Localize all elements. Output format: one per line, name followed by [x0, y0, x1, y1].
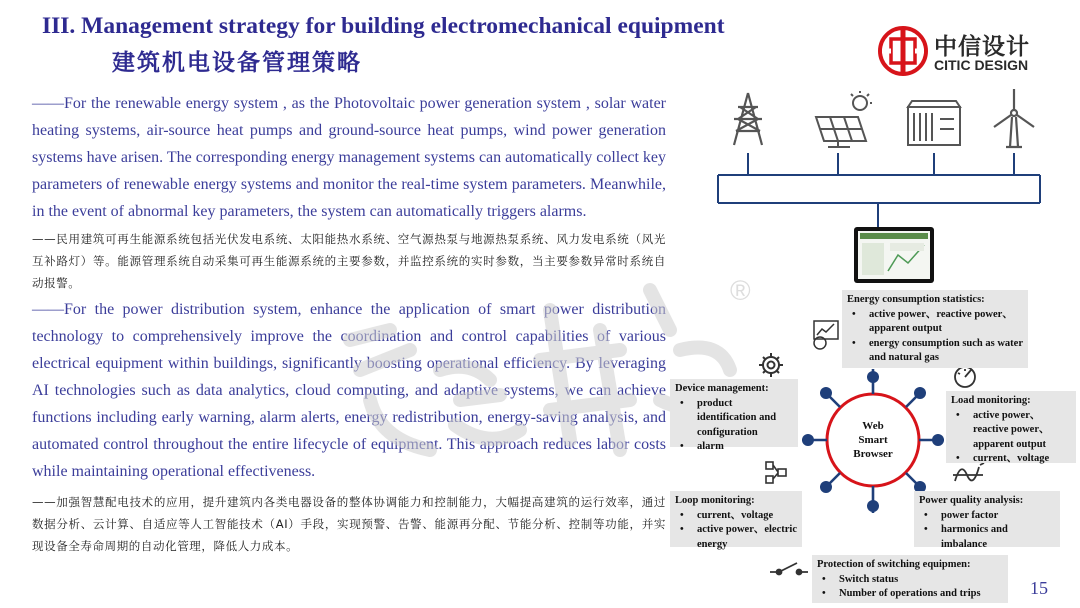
energy-item-power: • active power、reactive power、apparent output: [847, 308, 1023, 337]
device-item-alarm: • alarm: [675, 440, 793, 455]
source-connectors: [718, 153, 1040, 227]
switch-protection-box: [812, 555, 1008, 603]
hub-label-line3: Browser: [853, 448, 893, 460]
energy-management-diagram: [668, 85, 1080, 608]
load-monitoring-title: Load monitoring:: [951, 395, 1031, 406]
chart-stats-icon: [814, 321, 838, 349]
energy-item-consumption: • energy consumption such as water and natural gas: [847, 337, 1023, 366]
load-monitoring-box: [946, 391, 1076, 463]
loop-item-power: • active power、electric energy: [675, 523, 797, 552]
tablet-device-icon: [854, 227, 934, 283]
page-number: 15: [1030, 578, 1048, 598]
loop-monitoring-box: [670, 491, 802, 550]
citic-design-logo: [878, 26, 1048, 78]
renewable-paragraph-cn: ——民用建筑可再生能源系统包括光伏发电系统、太阳能热水系统、空气源热泵与地源热泵系统、风力发电系统（风光互补路灯）等。能源管理系统自动采集可再生能源系统的主要参数，并监控系统的实时参数，当主要参数异常时系统自动报警。: [32, 232, 666, 290]
gauge-icon: [955, 367, 975, 387]
load-item-power: • active power、reactive power、apparent output: [951, 409, 1071, 453]
distribution-paragraph-en: ——For the power distribution system, enhance the application of smart power distribution technology to comprehensively improve the coordination and control capabilities of various electrical equipment within buildings, significantly boosting operational efficiency. By leveraging AI technologies such as data analytics, cloud computing, and adaptive systems, we can achieve functions including early warning, alarm alerts, energy redistribution, energy-saving analysis, and automated control throughout the entire lifecycle of equipment. This approach reduces labor costs while maintaining operational effectiveness.: [32, 301, 666, 480]
quality-item-factor: • power factor: [919, 509, 1055, 524]
distribution-paragraph-cn: ——加强智慧配电技术的应用，提升建筑内各类电器设备的整体协调能力和控制能力，大幅提高建筑的运行效率，通过数据分析、云计算、自适应等人工智能技术（AI）手段，实现预警、告警、能源再分配、节能分析、控制等功能，并实现设备全寿命周期的自动化管理，降低人力成本。: [32, 495, 666, 553]
quality-item-harmonics: • harmonics and imbalance: [919, 523, 1055, 552]
loop-monitoring-title: Loop monitoring:: [675, 495, 755, 506]
gear-icon: [759, 353, 783, 377]
switch-protection-title: Protection of switching equipmen:: [817, 559, 971, 570]
energy-consumption-title: Energy consumption statistics:: [847, 294, 985, 305]
hub-label-line1: Web: [862, 420, 884, 432]
wind-turbine-icon: [994, 89, 1034, 147]
renewable-paragraph-en: ——For the renewable energy system , as the Photovoltaic power generation system , solar water heating systems, air-source heat pumps and ground-source heat pumps, wind power generation systems have arisen. The corresponding energy management systems can automatically collect key parameters of renewable energy systems and monitor the real-time system parameters. Meanwhile, in the event of abnormal key parameters, the system can automatically triggers alarms.: [32, 95, 666, 220]
logo-name-en: CITIC DESIGN: [934, 57, 1029, 73]
body-text: [32, 90, 666, 557]
citic-logo-icon: [878, 26, 928, 76]
hub-label-line2: Smart: [858, 434, 888, 446]
solar-panel-icon: [816, 91, 872, 147]
device-item-product: • product identification and configuration: [675, 397, 793, 441]
device-management-title: Device management:: [675, 383, 769, 394]
network-topology-icon: [766, 462, 786, 483]
switch-icon: [770, 563, 808, 575]
building-icon: [908, 101, 960, 145]
slide-title-en: III. Management strategy for building electromechanical equipment: [42, 13, 725, 39]
slide-title-cn: 建筑机电设备管理策略: [112, 50, 362, 75]
web-smart-browser-label: [843, 419, 903, 461]
protection-item-status: • Switch status: [817, 573, 1003, 588]
protection-item-operations: • Number of operations and trips: [817, 587, 1003, 602]
logo-name-cn: 中信设计: [934, 34, 1030, 60]
transmission-tower-icon: [734, 93, 762, 145]
loop-item-current: • current、voltage: [675, 509, 797, 524]
load-item-current: • current、voltage: [951, 452, 1071, 467]
power-quality-title: Power quality analysis:: [919, 495, 1024, 506]
device-management-box: [670, 379, 798, 452]
energy-consumption-box: [842, 290, 1028, 368]
registered-mark: ®: [730, 275, 751, 306]
power-quality-box: [914, 491, 1060, 550]
